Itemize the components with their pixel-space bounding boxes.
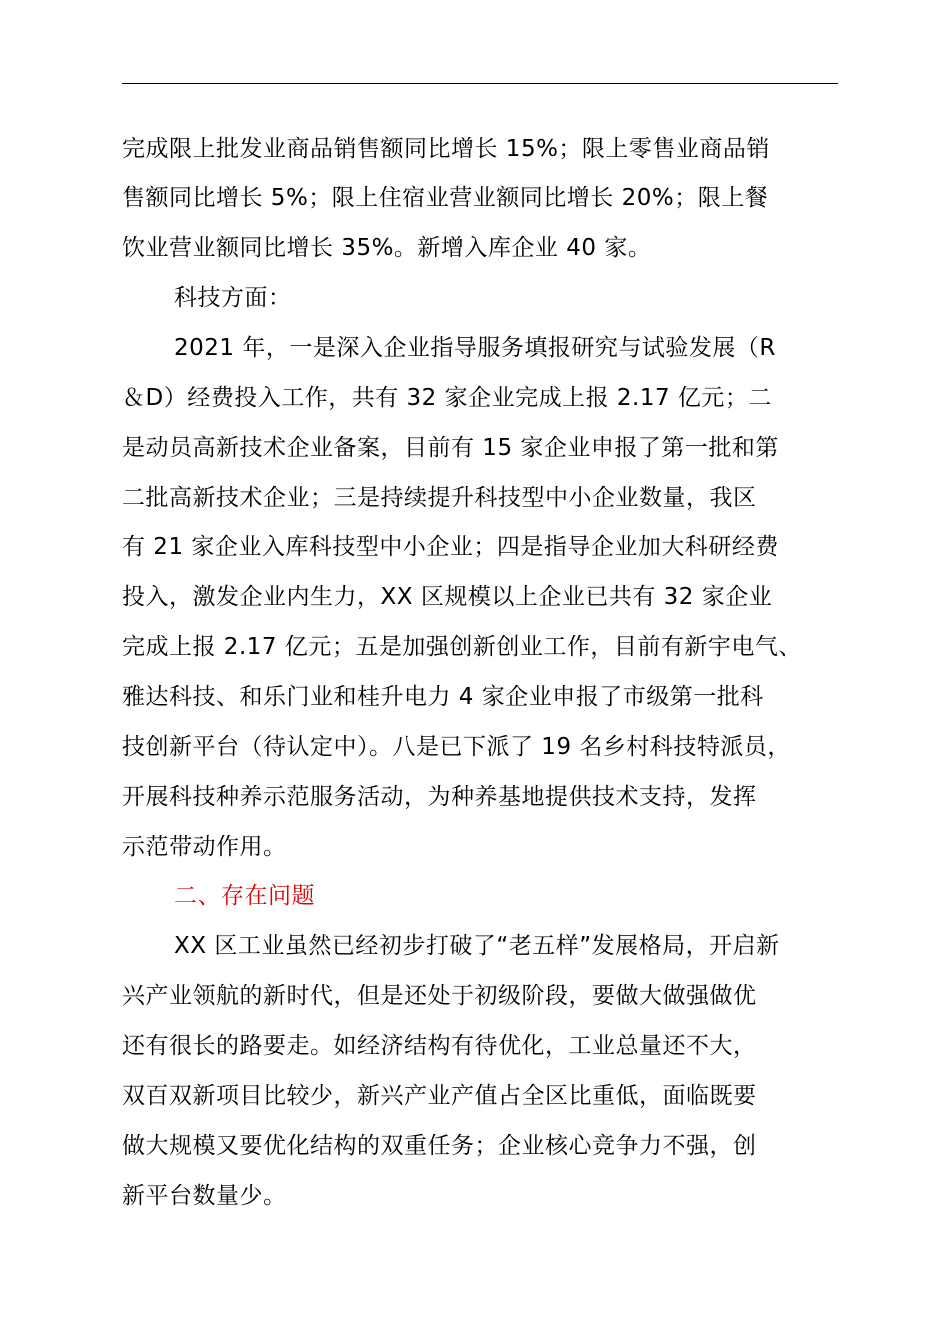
paragraph-line: 开展科技种养示范服务活动，为种养基地提供技术支持，发挥: [122, 784, 757, 810]
paragraph-line: 还有很长的路要走。如经济结构有待优化，工业总量还不大，: [122, 1033, 757, 1059]
paragraph-line: 新平台数量少。: [122, 1183, 287, 1209]
paragraph-line: XX 区工业虽然已经初步打破了“老五样”发展格局，开启新: [174, 933, 780, 959]
paragraph-line: 兴产业领航的新时代，但是还处于初级阶段，要做大做强做优: [122, 983, 757, 1009]
paragraph-line: 完成上报 2.17 亿元；五是加强创新创业工作，目前有新宇电气、: [122, 634, 802, 660]
paragraph-line: 雅达科技、和乐门业和桂升电力 4 家企业申报了市级第一批科: [122, 684, 764, 710]
paragraph-line: 2021 年，一是深入企业指导服务填报研究与试验发展（R: [174, 335, 776, 361]
paragraph-line: 投入，激发企业内生力，XX 区规模以上企业已共有 32 家企业: [122, 584, 773, 610]
paragraph-line: 双百双新项目比较少，新兴产业产值占全区比重低，面临既要: [122, 1083, 757, 1109]
header-rule: [122, 83, 838, 84]
section-heading-problems: 二、存在问题: [174, 883, 315, 909]
paragraph-line: 示范带动作用。: [122, 834, 287, 860]
paragraph-line: ＆D）经费投入工作，共有 32 家企业完成上报 2.17 亿元；二: [122, 385, 772, 411]
paragraph-line: 有 21 家企业入库科技型中小企业；四是指导企业加大科研经费: [122, 534, 779, 560]
paragraph-line: 二批高新技术企业；三是持续提升科技型中小企业数量，我区: [122, 485, 757, 511]
paragraph-line: 是动员高新技术企业备案，目前有 15 家企业申报了第一批和第: [122, 435, 779, 461]
paragraph-line: 做大规模又要优化结构的双重任务；企业核心竞争力不强，创: [122, 1133, 757, 1159]
section-label-tech: 科技方面：: [174, 285, 292, 311]
paragraph-line: 饮业营业额同比增长 35%。新增入库企业 40 家。: [122, 235, 652, 261]
paragraph-line: 售额同比增长 5%；限上住宿业营业额同比增长 20%；限上餐: [122, 185, 769, 211]
paragraph-line: 完成限上批发业商品销售额同比增长 15%；限上零售业商品销: [122, 136, 770, 162]
paragraph-line: 技创新平台（待认定中）。八是已下派了 19 名乡村科技特派员，: [122, 734, 791, 760]
